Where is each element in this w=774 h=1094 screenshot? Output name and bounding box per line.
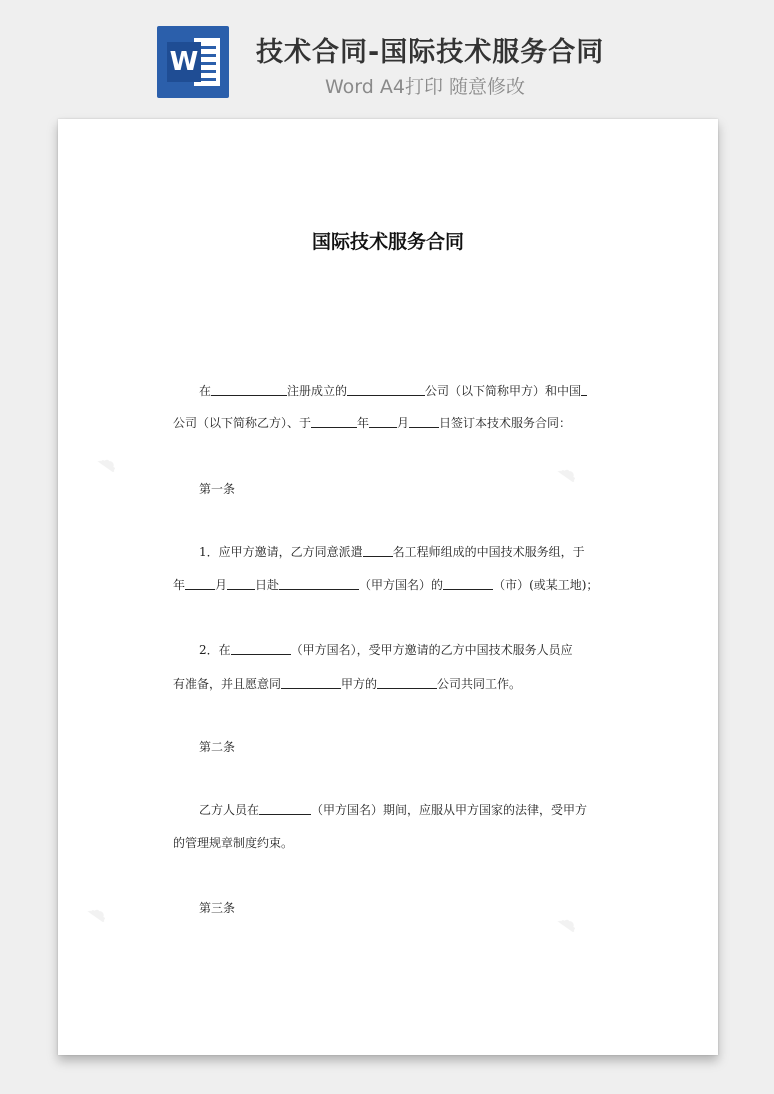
watermark: ☁ — [552, 904, 586, 939]
blank-field[interactable] — [259, 802, 311, 815]
blank-field[interactable] — [369, 415, 397, 428]
document-page — [58, 119, 718, 1055]
paragraph-line: 2．在 （甲方国名），受甲方邀请的乙方中国技术服务人员应 — [199, 643, 573, 657]
blank-field[interactable] — [227, 577, 255, 590]
watermark: ☁ — [552, 454, 586, 489]
blank-field[interactable] — [443, 577, 493, 590]
article-heading: 第一条 — [199, 482, 236, 496]
word-icon-letter: W — [167, 42, 201, 82]
paragraph-line: 有准备，并且愿意同 甲方的 公司共同工作。 — [173, 677, 522, 691]
paragraph-line: 年 月 日赴 （甲方国名）的 （市）(或某工地)； — [173, 578, 599, 592]
blank-field[interactable] — [279, 577, 359, 590]
blank-field[interactable] — [377, 676, 437, 689]
document-title: 国际技术服务合同 — [311, 231, 464, 253]
blank-field[interactable] — [347, 383, 425, 396]
article-heading: 第二条 — [199, 740, 236, 754]
page-title: 技术合同-国际技术服务合同 — [256, 37, 605, 68]
blank-field[interactable] — [231, 642, 291, 655]
blank-field[interactable] — [409, 415, 439, 428]
word-icon — [157, 26, 229, 98]
blank-field[interactable] — [311, 415, 357, 428]
blank-field[interactable] — [211, 383, 287, 396]
blank-field[interactable] — [581, 383, 587, 396]
page-subtitle: Word A4打印 随意修改 — [325, 76, 526, 98]
blank-field[interactable] — [281, 676, 341, 689]
paragraph-line: 在 注册成立的 公司（以下简称甲方）和中国 — [199, 382, 587, 399]
header — [0, 0, 774, 118]
paragraph-line: 的管理规章制度约束。 — [173, 836, 294, 850]
paragraph-line: 乙方人员在 （甲方国名）期间，应服从甲方国家的法律，受甲方 — [199, 803, 588, 817]
watermark: ☁ — [82, 894, 116, 929]
watermark: ☁ — [92, 444, 126, 479]
article-heading: 第三条 — [199, 901, 236, 915]
paragraph-line: 公司（以下简称乙方）、于 年 月 日签订本技术服务合同： — [173, 416, 572, 430]
blank-field[interactable] — [185, 577, 215, 590]
paragraph-line: 1．应甲方邀请，乙方同意派遣 名工程师组成的中国技术服务组，于 — [199, 545, 585, 559]
blank-field[interactable] — [363, 544, 393, 557]
